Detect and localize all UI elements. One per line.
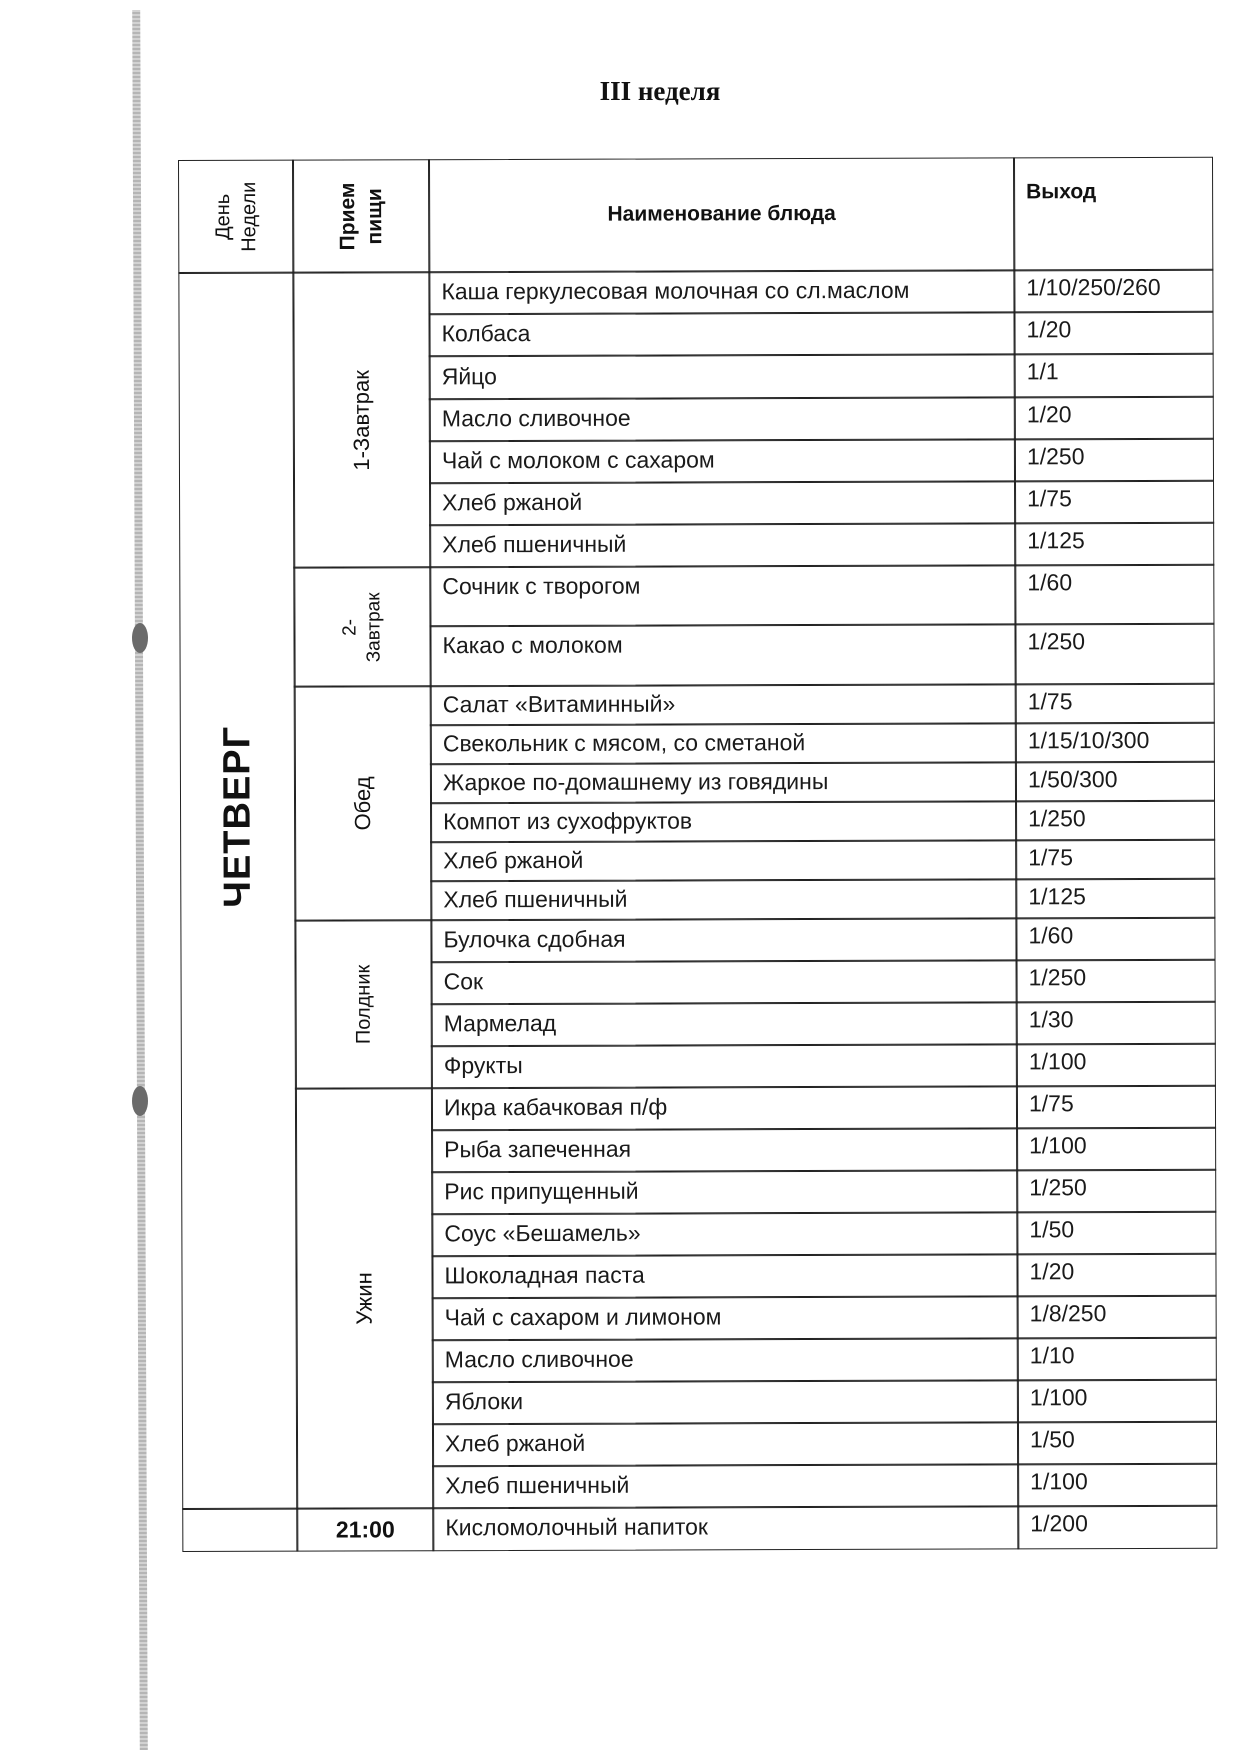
output-value: 1/50 [1029,1426,1075,1453]
output-value: 1/100 [1030,1468,1088,1495]
table-row-dish-cell [429,438,1016,484]
dish-name: Хлеб пшеничный [445,1471,630,1499]
table-row-output-cell [1014,623,1214,686]
table-row-output-cell [1014,480,1214,525]
header-meal-cell [292,159,430,273]
table-row-output-cell [1016,1211,1216,1256]
output-value: 1/125 [1028,883,1086,910]
table-row-output-cell [1014,564,1214,626]
table-row-dish-cell [430,839,1017,882]
dish-name: Чай с сахаром и лимоном [444,1303,722,1331]
output-value: 1/20 [1026,401,1072,428]
output-value: 1/10 [1029,1342,1075,1369]
dish-name: Хлеб пшеничный [443,885,628,912]
dish-name: Хлеб ржаной [444,1429,586,1457]
meal-label: Ужин [351,1272,377,1325]
dish-name: Масло сливочное [441,404,631,432]
table-row-dish-cell [430,878,1017,921]
table-row-output-cell [1016,1253,1216,1298]
table-row-output-cell [1017,1337,1217,1382]
meal-cell-dinner [295,1087,434,1509]
header-dish-label: Наименование блюда [607,201,836,226]
table-row-dish-cell [431,1211,1018,1257]
table-row-dish-cell [429,522,1016,568]
table-row-output-cell [1017,1379,1217,1424]
table-row-dish-cell [431,1001,1018,1047]
output-value: 1/75 [1028,1090,1074,1117]
table-row-dish-cell [429,353,1016,400]
dish-name: Чай с молоком с сахаром [441,446,715,474]
header-dish-cell [428,157,1015,273]
output-value: 1/60 [1028,922,1074,949]
table-row-output-cell [1015,878,1215,920]
meal-cell-breakfast-2 [293,566,431,687]
table-row-dish-cell [431,1085,1018,1131]
table-row-dish-cell [431,1127,1018,1173]
meal-cell-snack [294,919,433,1089]
table-row-output-cell [1014,522,1214,567]
header-meal-label: Прием пищи [336,182,387,251]
dish-name: Икра кабачковая п/ф [443,1093,668,1121]
output-value: 1/100 [1029,1384,1088,1411]
dish-name: Свекольник с мясом, со сметаной [442,728,806,756]
output-value: 1/100 [1029,1132,1087,1159]
table-row-output-cell [1014,438,1214,483]
meal-cell-lunch [294,685,433,921]
table-row-dish-cell [429,480,1016,526]
table-row-dish-cell [429,623,1016,687]
day-label: ЧЕТВЕРГ [216,725,259,908]
table-row-dish-cell [432,1337,1019,1383]
dish-name: Жаркое по-домашнему из говядины [442,767,829,795]
output-value: 1/30 [1028,1006,1074,1033]
table-row-dish-cell [430,683,1017,726]
table-row-dish-cell [431,1169,1018,1215]
day-cell [178,272,298,1510]
page-title: III неделя [599,76,721,106]
dish-name: Мармелад [443,1009,557,1037]
dish-name: Каша геркулесовая молочная со сл.маслом [441,276,910,305]
output-value: 1/20 [1026,316,1072,343]
table-row-dish-cell [429,564,1016,627]
table-row-dish-cell [430,761,1017,804]
dish-name: Кисломолочный напиток [445,1513,709,1541]
meal-cell-night [296,1507,434,1551]
table-row-dish-cell [431,1043,1018,1089]
output-value: 1/250 [1028,964,1087,991]
table-row-output-cell [1016,1001,1216,1046]
dish-name: Соус «Бешамель» [444,1219,641,1247]
output-value: 1/200 [1030,1510,1088,1537]
header-day-cell [178,160,294,274]
table-row-dish-cell [430,917,1017,963]
header-output-cell [1013,157,1213,272]
output-value: 1/50/300 [1027,766,1118,793]
table-row-dish-cell [429,396,1016,442]
day-cell-empty [182,1508,298,1552]
table-row-output-cell [1013,311,1213,356]
dish-name: Хлеб ржаной [443,846,584,873]
output-value: 1/75 [1027,688,1073,715]
table-row-output-cell [1017,1463,1217,1508]
output-value: 1/250 [1029,1174,1087,1201]
output-value: 1/8/250 [1029,1300,1107,1327]
table-row-output-cell [1017,1505,1217,1550]
table-row-output-cell [1016,1127,1216,1172]
table-row-output-cell [1015,917,1215,962]
dish-name: Масло сливочное [444,1345,634,1373]
table-row-dish-cell [431,1253,1018,1299]
dish-name: Колбаса [441,320,531,347]
dish-name: Рыба запеченная [444,1135,632,1163]
output-value: 1/20 [1029,1258,1075,1285]
dish-name: Сочник с творогом [442,572,641,600]
table-row-output-cell [1015,839,1215,881]
meal-label: Полдник [352,964,375,1045]
dish-name: Сок [443,968,484,995]
table-row-output-cell [1015,722,1215,764]
meal-time-label: 21:00 [335,1516,395,1543]
table-row-output-cell [1015,683,1215,725]
output-value: 1/75 [1027,485,1072,512]
table-row-dish-cell [432,1295,1019,1341]
header-day-label: День Недели [212,181,261,252]
dish-name: Какао с молоком [442,631,623,659]
meal-label: Обед [349,776,376,831]
output-value: 1/100 [1028,1048,1087,1075]
output-value: 1/1 [1026,358,1059,385]
table-row-dish-cell [432,1421,1019,1467]
table-row-dish-cell [432,1379,1019,1425]
table-row-output-cell [1017,1295,1217,1340]
dish-name: Хлеб ржаной [442,488,583,516]
table-row-output-cell [1017,1421,1217,1466]
output-value: 1/15/10/300 [1027,726,1150,754]
dish-name: Яблоки [444,1388,524,1415]
table-row-output-cell [1016,1169,1216,1214]
dish-name: Яйцо [441,362,497,389]
table-row-output-cell [1016,959,1216,1004]
table-row-output-cell [1016,1043,1216,1088]
table-row-output-cell [1016,1085,1216,1130]
meal-label: 2- Завтрак [339,591,385,662]
output-value: 1/250 [1026,443,1085,470]
table-row-output-cell [1015,761,1215,803]
dish-name: Хлеб пшеничный [442,530,627,558]
output-value: 1/50 [1029,1216,1075,1243]
table-row-dish-cell [428,311,1015,357]
dish-name: Компот из сухофруктов [443,807,693,834]
output-value: 1/250 [1028,805,1086,832]
table-row-dish-cell [431,959,1018,1005]
meal-cell-breakfast-1 [292,271,431,568]
dish-name: Фрукты [443,1052,523,1079]
table-row-dish-cell [428,269,1015,315]
dish-name: Булочка сдобная [443,925,626,953]
output-value: 1/60 [1027,569,1073,596]
output-value: 1/10/250/260 [1026,273,1161,301]
dish-name: Шоколадная паста [444,1261,645,1289]
output-value: 1/125 [1027,527,1085,554]
output-value: 1/75 [1028,844,1074,871]
output-value: 1/250 [1027,628,1086,655]
table-row-dish-cell [432,1463,1019,1509]
table-row-dish-cell [430,800,1017,843]
dish-name: Рис припущенный [444,1177,639,1205]
meal-label: 1-Завтрак [348,369,374,471]
table-row-dish-cell [432,1505,1019,1551]
table-row-dish-cell [430,722,1017,765]
header-output-label: Выход [1026,180,1097,204]
table-row-output-cell [1014,353,1214,399]
table-row-output-cell [1014,396,1214,441]
dish-name: Салат «Витаминный» [442,690,676,717]
table-row-output-cell [1015,800,1215,842]
table-row-output-cell [1013,269,1213,314]
